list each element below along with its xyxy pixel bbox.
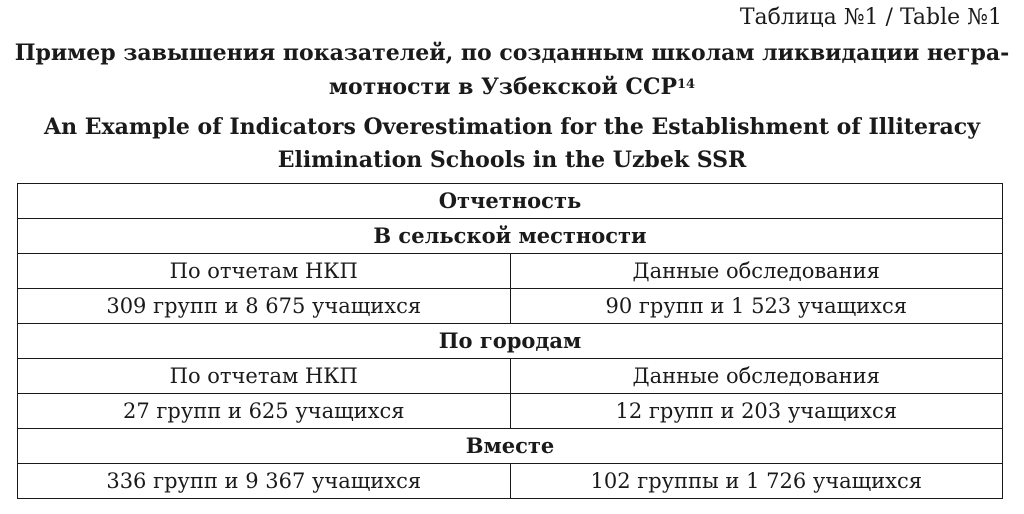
section-title-cities: По городам [18, 324, 1003, 359]
table-row [18, 394, 1003, 429]
table-header-row [18, 184, 1003, 219]
col1-value: 336 групп и 9 367 учащихся [18, 464, 511, 499]
footnote-ref[interactable]: 14 [677, 77, 696, 92]
section-title-rural: В сельской местности [18, 219, 1003, 254]
table-header: Отчетность [18, 184, 1003, 219]
data-table [17, 183, 1003, 499]
title-ru-line1: Пример завышения показателей, по созданным школам ликвидации негра- [14, 40, 1010, 66]
section-title-row [18, 429, 1003, 464]
col2-label: Данные обследования [510, 359, 1003, 394]
table-row [18, 289, 1003, 324]
title-en-line2: Elimination Schools in the Uzbek SSR [277, 147, 747, 173]
column-label-row [18, 359, 1003, 394]
title-en-line1: An Example of Indicators Overestimation for the Establishment of Illiteracy [44, 114, 980, 140]
table-row [18, 464, 1003, 499]
column-label-row [18, 254, 1003, 289]
title-ru-line2: мотности в Узбекской ССР [328, 74, 677, 100]
table-label: Таблица №1 / Table №1 [739, 5, 1002, 30]
section-title-row [18, 219, 1003, 254]
col1-label: По отчетам НКП [18, 254, 511, 289]
col2-value: 102 группы и 1 726 учащихся [510, 464, 1003, 499]
title-ru-line2-wrap [0, 70, 1024, 104]
col2-value: 12 групп и 203 учащихся [510, 394, 1003, 429]
col1-value: 27 групп и 625 учащихся [18, 394, 511, 429]
col2-value: 90 групп и 1 523 учащихся [510, 289, 1003, 324]
col1-value: 309 групп и 8 675 учащихся [18, 289, 511, 324]
section-title-total: Вместе [18, 429, 1003, 464]
section-title-row [18, 324, 1003, 359]
col1-label: По отчетам НКП [18, 359, 511, 394]
col2-label: Данные обследования [510, 254, 1003, 289]
